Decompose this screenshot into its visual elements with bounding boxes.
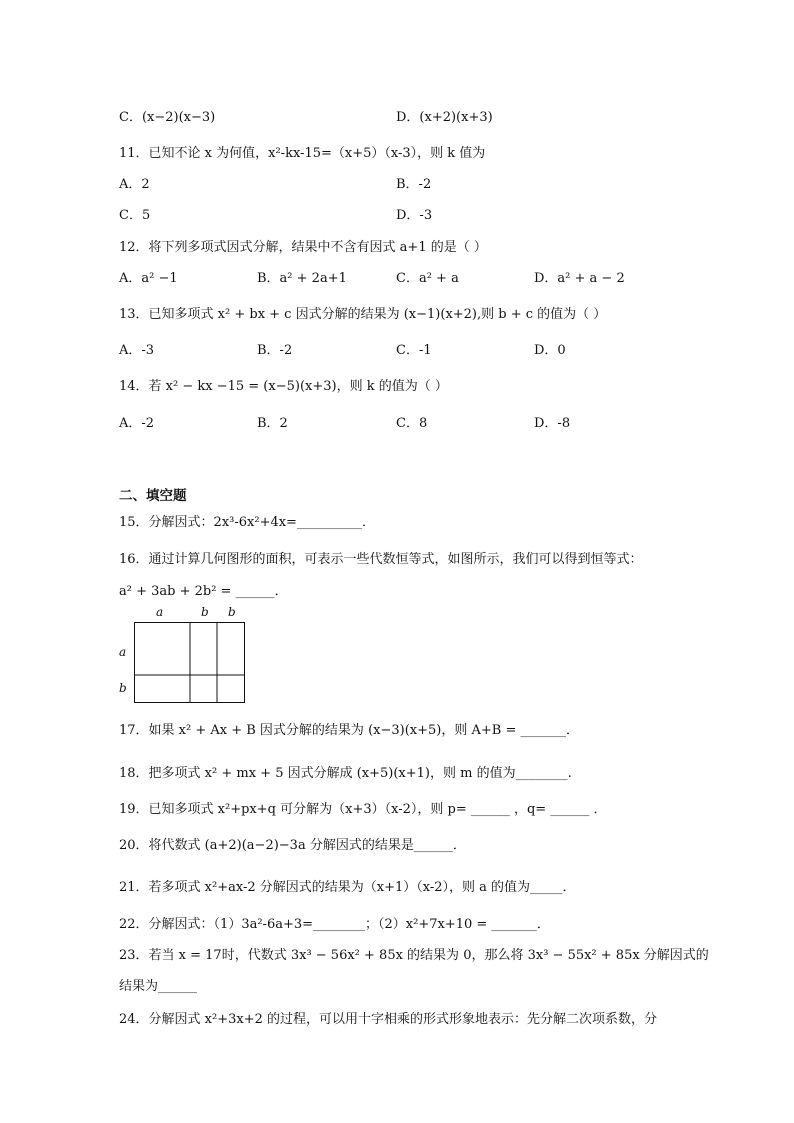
figure-rectangle-grid <box>134 622 246 704</box>
figure-top-label-b2: b <box>228 605 236 619</box>
q23-text-line2: 结果为______ <box>119 979 198 994</box>
q14-option-b: B．2 <box>257 416 288 431</box>
q10-option-d: D．(x+2)(x+3) <box>396 110 493 125</box>
figure-side-label-b: b <box>119 681 127 695</box>
q14-stem: 14．若 x² − kx −15 = (x−5)(x+3)，则 k 的值为（ ） <box>119 379 448 394</box>
figure-top-label-a: a <box>156 605 164 619</box>
q10-option-c: C．(x−2)(x−3) <box>119 110 216 125</box>
q16-text-line2: a² + 3ab + 2b² = ______． <box>119 584 288 599</box>
q15-text: 15．分解因式：2x³-6x²+4x=__________． <box>119 515 375 530</box>
q13-stem: 13．已知多项式 x² + bx + c 因式分解的结果为 (x−1)(x+2),则 b + c 的值为（ ） <box>119 307 607 322</box>
q14-option-a: A．-2 <box>119 416 155 431</box>
q12-stem: 12．将下列多项式因式分解，结果中不含有因式 a+1 的是（ ） <box>119 240 487 255</box>
q20-text: 20．将代数式 (a+2)(a−2)−3a 分解因式的结果是______． <box>119 838 466 853</box>
q12-option-b: B．a² + 2a+1 <box>257 271 347 286</box>
q22-text: 22．分解因式：（1）3a²-6a+3=________；（2）x²+7x+10 = _______． <box>119 917 550 932</box>
q11-option-c: C．5 <box>119 208 151 223</box>
figure-top-label-b1: b <box>201 605 209 619</box>
q21-text: 21．若多项式 x²+ax-2 分解因式的结果为（x+1）（x-2），则 a 的值为_____． <box>119 880 576 895</box>
q13-option-d: D．0 <box>534 343 566 358</box>
q18-text: 18．把多项式 x² + mx + 5 因式分解成 (x+5)(x+1)，则 m 的值为________. <box>119 766 572 781</box>
q17-text: 17．如果 x² + Ax + B 因式分解的结果为 (x−3)(x+5)，则 A+B = _______． <box>119 723 579 738</box>
q23-text-line1: 23．若当 x = 17时，代数式 3x³ − 56x² + 85x 的结果为 0，那么将 3x³ − 55x² + 85x 分解因式的 <box>119 948 709 963</box>
q12-option-c: C．a² + a <box>396 271 459 286</box>
q11-option-a: A．2 <box>119 177 150 192</box>
q11-stem: 11．已知不论 x 为何值，x²-kx-15=（x+5）（x-3），则 k 值为 <box>119 146 486 161</box>
q16-text-line1: 16．通过计算几何图形的面积，可表示一些代数恒等式，如图所示，我们可以得到恒等式： <box>119 552 643 567</box>
q12-option-a: A．a² −1 <box>119 271 178 286</box>
q12-option-d: D．a² + a − 2 <box>534 271 625 286</box>
q13-option-b: B．-2 <box>257 343 293 358</box>
section-heading-fill-in: 二、填空题 <box>119 488 187 504</box>
q11-option-d: D．-3 <box>396 208 433 223</box>
q13-option-c: C．-1 <box>396 343 432 358</box>
q11-option-b: B．-2 <box>396 177 432 192</box>
q14-option-c: C．8 <box>396 416 428 431</box>
q24-text: 24．分解因式 x²+3x+2 的过程，可以用十字相乘的形式形象地表示：先分解二次项系数，分 <box>119 1012 658 1027</box>
q13-option-a: A．-3 <box>119 343 155 358</box>
q14-option-d: D．-8 <box>534 416 571 431</box>
figure-side-label-a: a <box>119 645 127 659</box>
q19-text: 19．已知多项式 x²+px+q 可分解为（x+3）（x-2），则 p= ______ ，q= ______ ． <box>119 802 607 817</box>
